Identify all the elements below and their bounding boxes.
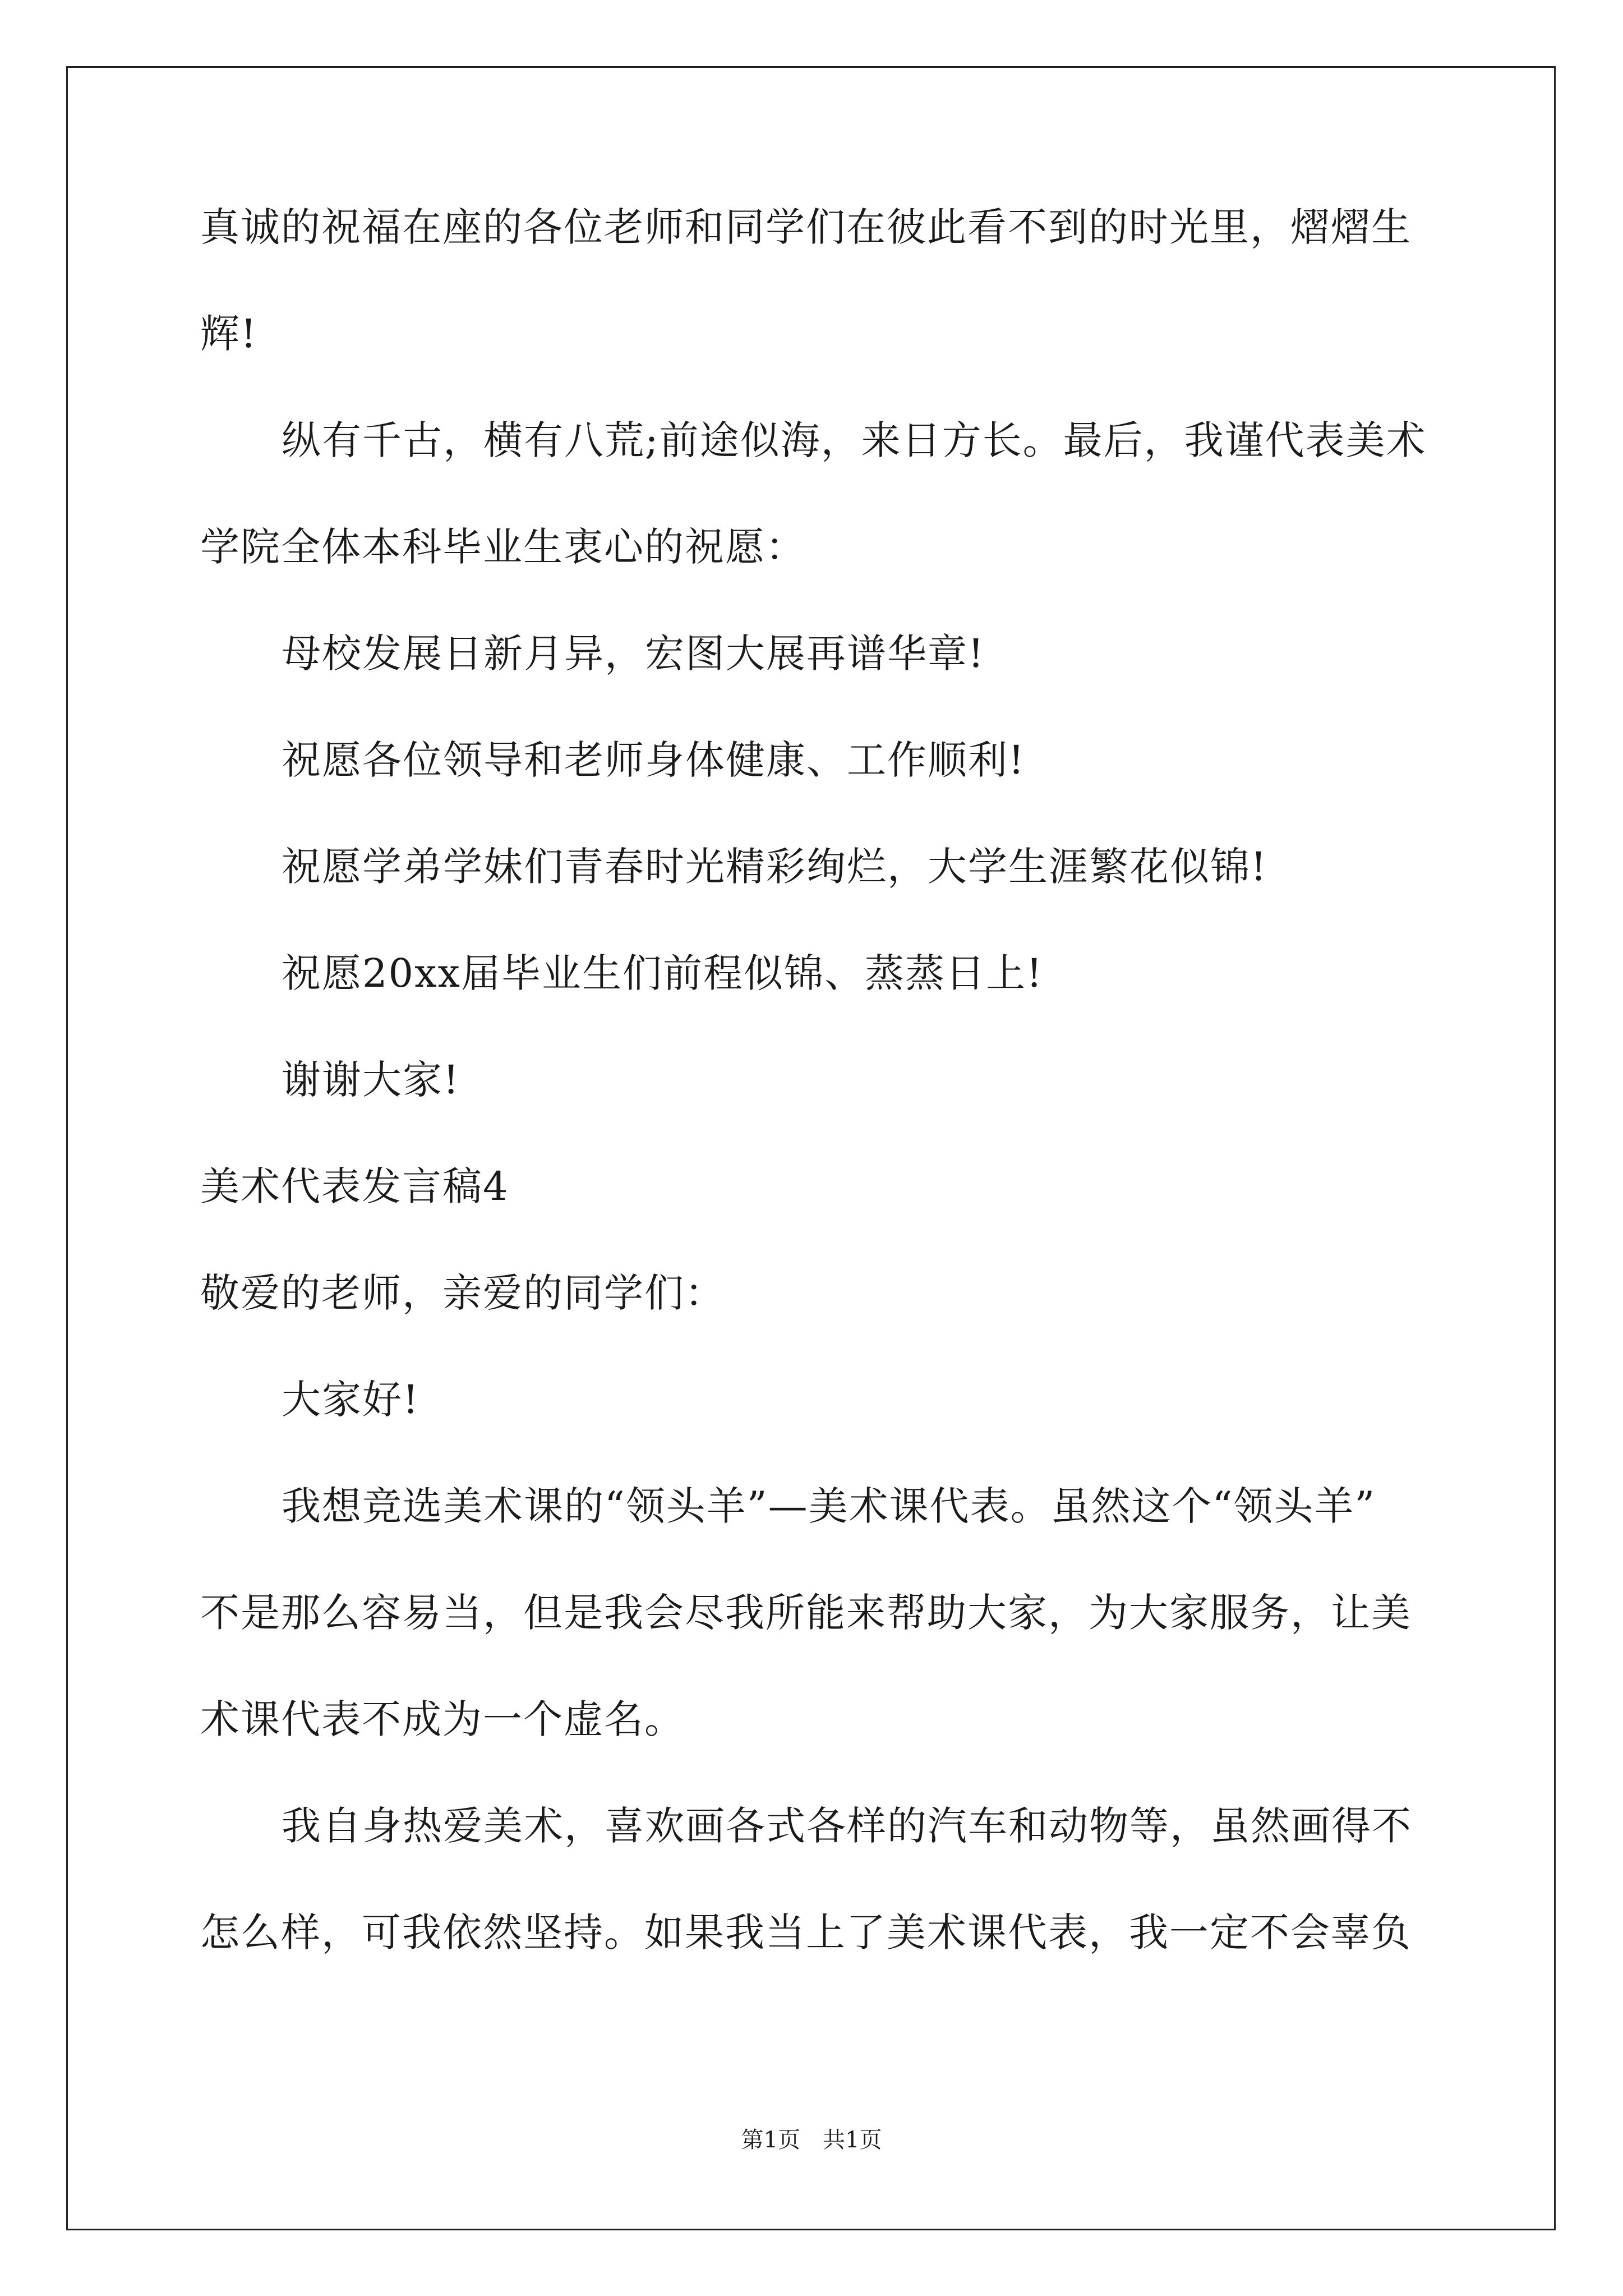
paragraph-line: 不是那么容易当，但是我会尽我所能来帮助大家，为大家服务，让美 [200, 1590, 1412, 1636]
paragraph-line: 祝愿各位领导和老师身体健康、工作顺利! [282, 737, 1026, 783]
paragraph-line: 我自身热爱美术，喜欢画各式各样的汽车和动物等，虽然画得不 [282, 1803, 1412, 1849]
paragraph-line: 谢谢大家! [282, 1057, 460, 1103]
paragraph-line: 术课代表不成为一个虚名。 [200, 1696, 685, 1742]
paragraph-line: 母校发展日新月异，宏图大展再谱华章! [282, 631, 985, 677]
paragraph-line: 祝愿学弟学妹们青春时光精彩绚烂，大学生涯繁花似锦! [282, 844, 1268, 890]
paragraph-line: 辉! [200, 311, 258, 357]
paragraph-line: 真诚的祝福在座的各位老师和同学们在彼此看不到的时光里，熠熠生 [200, 204, 1412, 250]
paragraph-line: 学院全体本科毕业生衷心的祝愿： [200, 524, 806, 570]
salutation: 敬爱的老师，亲爱的同学们： [200, 1270, 725, 1316]
section-heading: 美术代表发言稿4 [200, 1163, 509, 1209]
paragraph-line: 祝愿20xx届毕业生们前程似锦、蒸蒸日上! [282, 950, 1044, 996]
paragraph-line: 纵有千古，横有八荒;前途似海，来日方长。最后，我谨代表美术 [282, 417, 1427, 463]
page-number-footer: 第1页 共1页 [741, 2127, 882, 2153]
paragraph-line: 我想竞选美术课的“领头羊”—美术课代表。虽然这个“领头羊” [282, 1483, 1376, 1529]
greeting: 大家好! [282, 1377, 420, 1423]
paragraph-line: 怎么样，可我依然坚持。如果我当上了美术课代表，我一定不会辜负 [200, 1910, 1412, 1955]
document-body [200, 204, 1434, 2019]
